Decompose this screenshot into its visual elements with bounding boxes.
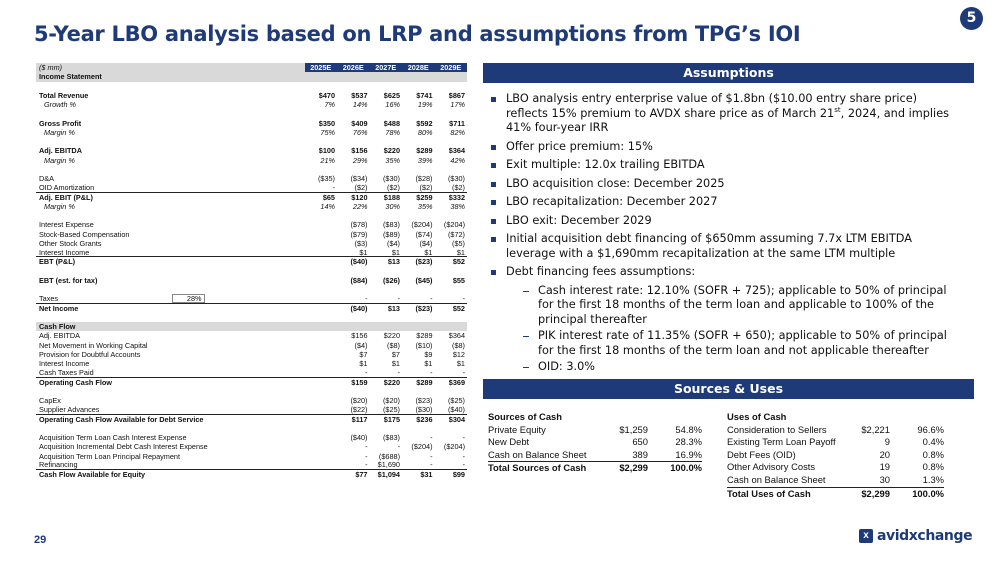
value-cell: $1 [456, 359, 465, 368]
value-cell: $117 [351, 414, 368, 424]
value-cell: 82% [450, 127, 465, 137]
value-cell: ($26) [382, 275, 400, 285]
year-header: 2027E [370, 63, 403, 72]
value-cell: ($2) [419, 182, 433, 192]
page-number: 29 [34, 534, 47, 546]
value-cell: ($78) [350, 220, 368, 230]
year-header: 2028E [402, 63, 435, 72]
value-cell: $120 [351, 192, 368, 202]
year-header: 2026E [337, 63, 370, 72]
value-cell: ($84) [350, 275, 368, 285]
value-cell: ($45) [415, 275, 433, 285]
value-cell: $31 [420, 470, 433, 479]
value-cell: $13 [387, 257, 400, 267]
value-cell: $409 [351, 118, 368, 128]
value-cell: $1 [456, 247, 465, 257]
row-label: Cash Flow [39, 322, 76, 331]
value-cell: $1,094 [377, 470, 400, 479]
value-cell: ($2) [452, 182, 465, 192]
value-cell: - [462, 293, 465, 303]
row-label: Acquisition Incremental Debt Cash Interest Expense [39, 442, 208, 452]
uses-table [727, 411, 944, 500]
assumption-item: LBO acquisition close: December 2025 [491, 177, 961, 192]
year-header: 2029E [435, 63, 468, 72]
value-cell: 35% [417, 201, 433, 211]
value-cell: $220 [383, 146, 400, 156]
value-cell: - [462, 460, 465, 470]
value-cell: 76% [352, 127, 368, 137]
value-cell: $1,690 [377, 460, 400, 470]
uses-label: Other Advisory Costs [727, 461, 816, 473]
table-row [36, 378, 467, 387]
uses-amount: 9 [884, 436, 890, 448]
value-cell: $711 [449, 118, 465, 128]
logo-x-icon: x [859, 529, 873, 543]
uses-row [727, 474, 944, 488]
table-row [36, 119, 467, 128]
value-cell: $52 [452, 303, 465, 313]
uses-row [727, 424, 944, 437]
value-cell: ($83) [382, 433, 400, 442]
row-label: OID Amortization [39, 182, 95, 192]
value-cell: $364 [448, 331, 465, 341]
uses-title: Uses of Cash [727, 411, 787, 422]
value-cell: ($20) [382, 396, 400, 405]
value-cell: $188 [383, 192, 400, 202]
table-row [36, 128, 467, 137]
page-title: 5-Year LBO analysis based on LRP and assumptions from TPG’s IOI [34, 22, 801, 46]
uses-label: Cash on Balance Sheet [727, 473, 826, 485]
assumption-subitem: OID: 3.0% [491, 360, 961, 375]
value-cell: - [462, 451, 465, 461]
value-cell: - [430, 460, 433, 470]
assumption-subitem: PIK interest rate of 11.35% (SOFR + 650); applicable to 50% of principal for the first 18 months of the term loan and not applicable thereafter [491, 329, 961, 358]
value-cell: $592 [416, 118, 433, 128]
uses-amount: 30 [879, 473, 890, 485]
row-label: Cash Flow Available for Equity [39, 470, 146, 479]
value-cell: ($30) [447, 174, 465, 183]
table-row [36, 294, 467, 303]
spacer-row [36, 313, 467, 322]
table-row [36, 257, 467, 266]
sources-amount: 389 [632, 448, 648, 460]
row-label: Income Statement [39, 72, 102, 82]
row-label: Stock-Based Compensation [39, 229, 130, 239]
uses-pct: 96.6% [917, 423, 944, 435]
row-label: Margin % [44, 127, 75, 137]
value-cell: $7 [391, 349, 400, 359]
uses-row [727, 449, 944, 462]
table-row [36, 461, 467, 470]
table-row [36, 183, 467, 192]
table-body [36, 72, 467, 479]
row-label: Adj. EBITDA [39, 146, 82, 156]
value-cell: $470 [318, 90, 335, 100]
value-cell: ($23) [415, 257, 433, 267]
uses-pct: 1.3% [922, 473, 944, 485]
unit-label: ($ mm) [39, 63, 63, 72]
sources-row [488, 449, 702, 463]
table-row [36, 276, 467, 285]
sources-pct: 54.8% [675, 423, 702, 435]
assumptions-list [491, 92, 961, 377]
table-row [36, 341, 467, 350]
row-label: Cash Taxes Paid [39, 367, 94, 377]
value-cell: ($10) [415, 340, 433, 350]
value-cell: ($25) [382, 404, 400, 414]
table-row [36, 331, 467, 340]
value-cell: ($25) [447, 396, 465, 405]
row-label: Total Revenue [39, 90, 89, 100]
value-cell: 7% [324, 100, 335, 109]
assumption-item: Offer price premium: 15% [491, 140, 961, 155]
value-cell: - [462, 433, 465, 442]
value-cell: ($30) [415, 404, 433, 414]
logo-text: avidxchange [877, 528, 973, 544]
table-row [36, 415, 467, 424]
row-label: Supplier Advances [39, 404, 100, 414]
row-label: Operating Cash Flow Available for Debt Service [39, 414, 204, 424]
value-cell: ($3) [354, 238, 368, 248]
table-row [36, 146, 467, 155]
row-label: Growth % [44, 100, 77, 109]
value-cell: 14% [352, 100, 368, 109]
sources-label: Cash on Balance Sheet [488, 448, 587, 460]
assumptions-header: Assumptions [483, 63, 974, 83]
row-label: Operating Cash Flow [39, 377, 112, 387]
table-row [36, 91, 467, 100]
spacer-row [36, 267, 467, 276]
table-row [36, 248, 467, 257]
sources-title: Sources of Cash [488, 411, 562, 422]
sources-row [488, 424, 702, 437]
value-cell: - [365, 460, 368, 470]
value-cell: ($5) [452, 238, 465, 248]
row-label: Gross Profit [39, 118, 82, 128]
value-cell: - [365, 367, 368, 377]
tax-rate-input: 28% [172, 294, 205, 303]
uses-pct: 0.8% [922, 461, 944, 473]
spacer-row [36, 211, 467, 220]
company-logo [859, 528, 972, 544]
value-cell: - [397, 367, 400, 377]
row-label: Provision for Doubtful Accounts [39, 349, 141, 359]
spacer-row [36, 82, 467, 91]
value-cell: ($74) [415, 229, 433, 239]
table-row [36, 304, 467, 313]
row-label: Refinancing [39, 460, 78, 470]
value-cell: 19% [417, 100, 433, 109]
value-cell: ($4) [387, 238, 400, 248]
value-cell: $156 [351, 146, 368, 156]
value-cell: 16% [385, 100, 400, 109]
value-cell: $369 [448, 377, 465, 387]
table-header-row [36, 63, 467, 72]
value-cell: ($688) [378, 451, 400, 461]
value-cell: ($23) [415, 303, 433, 313]
row-label: EBT (P&L) [39, 257, 76, 267]
year-header: 2025E [305, 63, 338, 72]
value-cell: $625 [383, 90, 400, 100]
uses-label: Debt Fees (OID) [727, 448, 796, 460]
value-cell: ($72) [447, 229, 465, 239]
row-label: EBT (est. for tax) [39, 275, 98, 285]
section-header-row [36, 72, 467, 81]
row-label: Acquisition Term Loan Principal Repayment [39, 451, 181, 461]
section-badge: 5 [960, 7, 983, 30]
value-cell: 14% [320, 201, 335, 211]
spacer-row [36, 387, 467, 396]
table-row [36, 100, 467, 109]
assumption-subitem: Cash interest rate: 12.10% (SOFR + 725); applicable to 50% of principal for the first 18 months of the term loan and applicable to 100% of the principal thereafter [491, 284, 961, 328]
value-cell: ($79) [350, 229, 368, 239]
value-cell: - [430, 433, 433, 442]
row-label: Net Income [39, 303, 79, 313]
uses-amount: 19 [879, 461, 890, 473]
value-cell: $1 [391, 247, 400, 257]
row-label: Margin % [44, 201, 75, 211]
value-cell: $304 [448, 414, 465, 424]
row-label: Taxes [39, 293, 59, 303]
value-cell: $13 [387, 303, 400, 313]
sources-row [488, 436, 702, 449]
uses-amount: $2,221 [861, 423, 890, 435]
row-label: Interest Income [39, 359, 90, 368]
value-cell: ($40) [447, 404, 465, 414]
sources-label: New Debt [488, 436, 530, 448]
value-cell: ($2) [387, 182, 400, 192]
value-cell: ($8) [452, 340, 465, 350]
uses-pct: 0.4% [922, 436, 944, 448]
value-cell: ($2) [354, 182, 368, 192]
value-cell: 80% [417, 127, 433, 137]
value-cell: $867 [448, 90, 465, 100]
assumption-item: Exit multiple: 12.0x trailing EBITDA [491, 158, 961, 173]
value-cell: $488 [383, 118, 400, 128]
value-cell: ($204) [411, 442, 433, 452]
value-cell: - [462, 367, 465, 377]
uses-row [727, 436, 944, 449]
value-cell: $1 [359, 247, 368, 257]
value-cell: 21% [320, 155, 335, 165]
table-row [36, 193, 467, 202]
table-row [36, 220, 467, 229]
value-cell: ($23) [415, 396, 433, 405]
value-cell: $741 [416, 90, 433, 100]
value-cell: 35% [385, 155, 400, 165]
uses-amount: 20 [879, 448, 890, 460]
row-label: Other Stock Grants [39, 238, 102, 248]
value-cell: - [365, 451, 368, 461]
sources-label: Private Equity [488, 423, 546, 435]
value-cell: ($28) [415, 174, 433, 183]
value-cell: - [430, 367, 433, 377]
sources-pct: 16.9% [675, 448, 702, 460]
assumption-item: LBO recapitalization: December 2027 [491, 195, 961, 210]
value-cell: ($204) [443, 442, 465, 452]
sources-amount: $1,259 [619, 423, 648, 435]
value-cell: $236 [416, 414, 433, 424]
value-cell: $537 [351, 90, 368, 100]
value-cell: $175 [383, 414, 400, 424]
value-cell: ($20) [350, 396, 368, 405]
assumption-item: Debt financing fees assumptions: [491, 265, 961, 280]
value-cell: $259 [416, 192, 433, 202]
value-cell: 30% [385, 201, 400, 211]
sources-amount: 650 [632, 436, 648, 448]
value-cell: $220 [383, 377, 400, 387]
uses-label: Existing Term Loan Payoff [727, 436, 836, 448]
value-cell: ($83) [382, 220, 400, 230]
sources-table [488, 411, 702, 475]
row-label: Adj. EBITDA [39, 331, 80, 341]
uses-row [727, 461, 944, 474]
spacer-row [36, 137, 467, 146]
value-cell: 17% [450, 100, 465, 109]
value-cell: $220 [383, 331, 400, 341]
row-label: Acquisition Term Loan Cash Interest Expense [39, 433, 187, 442]
assumption-item: LBO exit: December 2029 [491, 214, 961, 229]
value-cell: - [397, 442, 400, 452]
section-header-row [36, 322, 467, 331]
value-cell: $289 [416, 377, 433, 387]
value-cell: 75% [320, 127, 335, 137]
value-cell: 42% [450, 155, 465, 165]
spacer-row [36, 109, 467, 118]
value-cell: - [430, 293, 433, 303]
value-cell: ($34) [350, 174, 368, 183]
value-cell: ($40) [350, 433, 368, 442]
value-cell: $55 [452, 275, 465, 285]
row-label: Margin % [44, 155, 75, 165]
value-cell: $7 [359, 349, 368, 359]
table-row [36, 442, 467, 451]
value-cell: ($40) [350, 303, 368, 313]
row-label: Adj. EBIT (P&L) [39, 192, 93, 202]
table-row [36, 230, 467, 239]
value-cell: ($35) [317, 174, 335, 183]
sources-total-row: Total Sources of Cash $2,299 100.0% [488, 462, 702, 474]
value-cell: ($30) [382, 174, 400, 183]
row-label: Interest Income [39, 247, 90, 257]
value-cell: $350 [318, 118, 335, 128]
value-cell: - [430, 451, 433, 461]
value-cell: $332 [448, 192, 465, 202]
value-cell: $289 [416, 146, 433, 156]
value-cell: $65 [322, 192, 335, 202]
spacer-row [36, 165, 467, 174]
value-cell: $1 [424, 247, 433, 257]
value-cell: $100 [318, 146, 335, 156]
value-cell: $159 [351, 377, 368, 387]
value-cell: ($89) [382, 229, 400, 239]
value-cell: ($204) [411, 220, 433, 230]
spacer-row [36, 424, 467, 433]
value-cell: $77 [355, 470, 368, 479]
value-cell: $1 [359, 359, 368, 368]
value-cell: ($4) [419, 238, 433, 248]
value-cell: - [397, 293, 400, 303]
value-cell: - [365, 442, 368, 452]
table-row [36, 368, 467, 377]
value-cell: $99 [452, 470, 465, 479]
value-cell: 22% [352, 201, 368, 211]
table-row [36, 405, 467, 414]
value-cell: $156 [351, 331, 368, 341]
value-cell: ($4) [354, 340, 368, 350]
table-row [36, 202, 467, 211]
sources-uses-header: Sources & Uses [483, 379, 974, 399]
value-cell: ($204) [443, 220, 465, 230]
value-cell: $289 [416, 331, 433, 341]
value-cell: - [365, 293, 368, 303]
uses-pct: 0.8% [922, 448, 944, 460]
value-cell: $1 [391, 359, 400, 368]
value-cell: $12 [452, 349, 465, 359]
value-cell: 29% [352, 155, 368, 165]
table-row [36, 350, 467, 359]
assumption-item: Initial acquisition debt financing of $650mm assuming 7.7x LTM EBITDA leverage with a $1,690mm recapitalization at the same LTM multiple [491, 232, 961, 261]
assumption-item: LBO analysis entry enterprise value of $1.8bn ($10.00 entry share price) reflects 15% premium to AVDX share price as of March 21st, 2024, and implies 41% four-year IRR [491, 92, 961, 136]
table-row [36, 470, 467, 479]
value-cell: 38% [450, 201, 465, 211]
sources-pct: 28.3% [675, 436, 702, 448]
value-cell: 39% [417, 155, 433, 165]
lbo-financial-table [36, 63, 467, 479]
value-cell: $52 [452, 257, 465, 267]
row-label: CapEx [39, 396, 61, 405]
row-label: Net Movement in Working Capital [39, 340, 148, 350]
value-cell: $9 [424, 349, 433, 359]
value-cell: $364 [448, 146, 465, 156]
value-cell: ($22) [350, 404, 368, 414]
uses-label: Consideration to Sellers [727, 423, 827, 435]
row-label: Interest Expense [39, 220, 94, 230]
uses-total-row: Total Uses of Cash $2,299 100.0% [727, 487, 944, 499]
value-cell: - [332, 182, 335, 192]
row-label: D&A [39, 174, 55, 183]
table-row [36, 156, 467, 165]
value-cell: $1 [424, 359, 433, 368]
value-cell: 78% [385, 127, 400, 137]
value-cell: ($8) [387, 340, 400, 350]
table-row [36, 433, 467, 442]
value-cell: ($40) [350, 257, 368, 267]
